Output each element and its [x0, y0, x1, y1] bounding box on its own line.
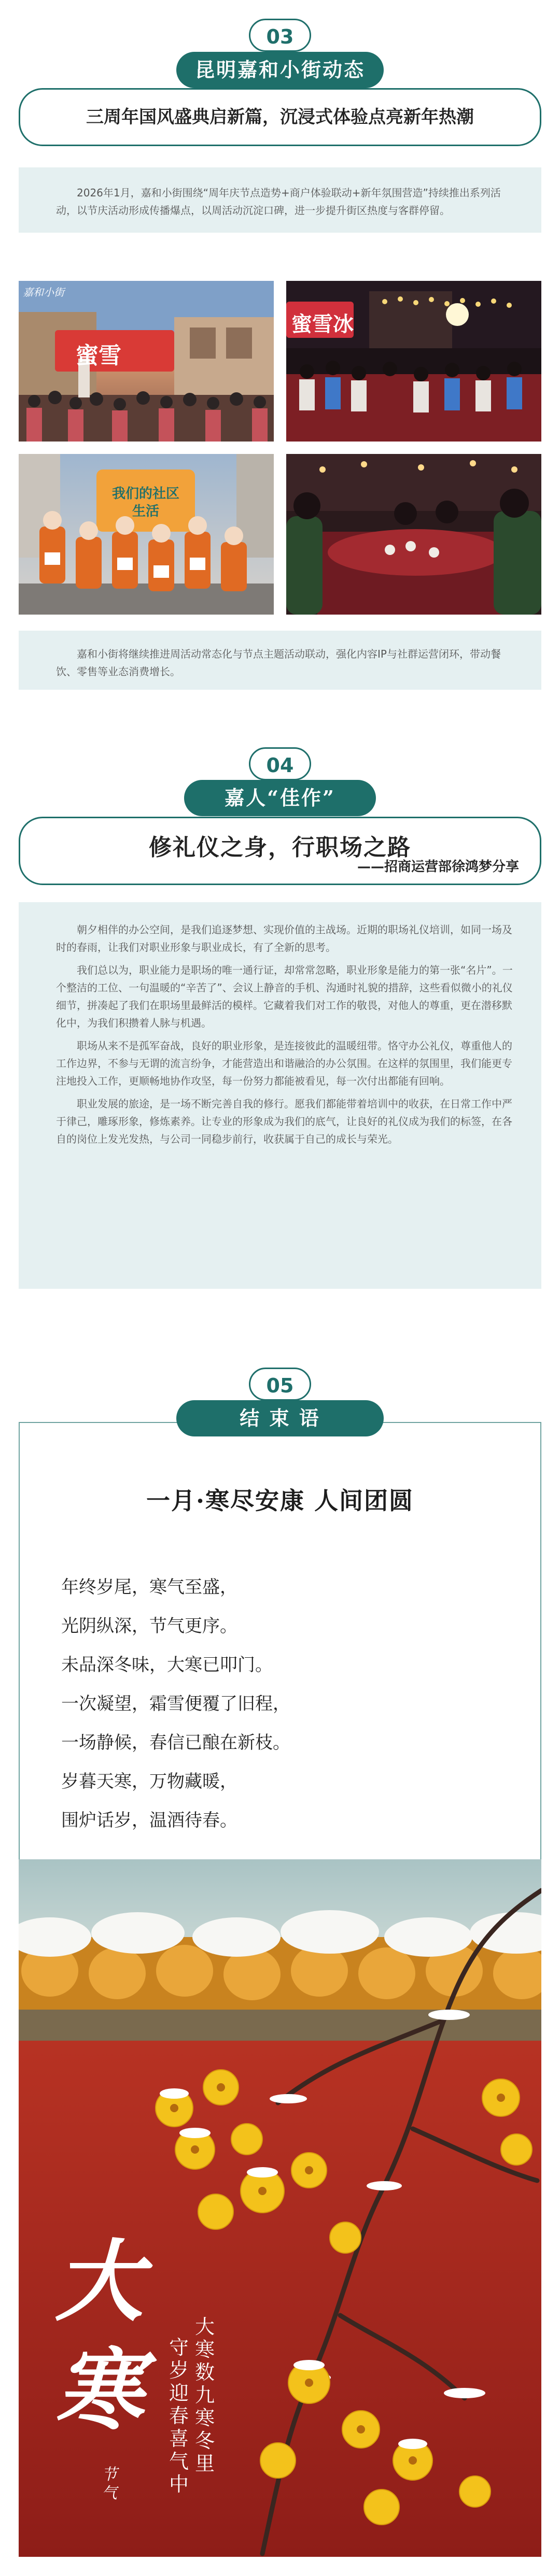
section-03-intro-text: 2026年1月，嘉和小街围绕“周年庆节点造势+商户体验联动+新年氛围营造”持续推出系列活动，以节庆活动形成传播爆点，以周活动沉淀口碑，进一步提升街区热度与客群停留。	[56, 187, 501, 217]
section-03-headline: 三周年国风盛典启新篇，沉浸式体验点亮新年热潮	[19, 88, 541, 146]
photo2-store-sign: 蜜雪冰	[291, 312, 354, 336]
photo-night-event-art	[286, 281, 541, 442]
photo-kids-banner-art	[19, 454, 274, 615]
poster-column-2: 守岁迎春喜气中	[169, 2336, 189, 2496]
poem-line-1: 年终岁尾，寒气至盛，	[61, 1577, 237, 1598]
poem-line-6: 岁暮天寒，万物藏暖，	[61, 1771, 237, 1792]
poem-line-5: 一场静候，春信已酿在新枝。	[61, 1732, 290, 1753]
section-05-label: 结 束 语	[176, 1400, 384, 1436]
poster-seal-text: 节气	[102, 2466, 117, 2502]
photo-kids-banner	[19, 454, 274, 615]
photo-night-event	[286, 281, 541, 442]
section-04-label: 嘉人“佳作”	[184, 780, 376, 816]
section-03-outro-card	[19, 631, 541, 690]
article-paragraph-4: 职业发展的旅途，是一场不断完善自我的修行。愿我们都能带着培训中的收获，在日常工作中严于律己，雕琢形象，修炼素养。让专业的形象成为我们的底气，让良好的礼仪成为我们的标签，在各自的岗位上发光发热，与公司一同稳步前行，收获属于自己的成长与荣光。	[56, 1098, 512, 1145]
section-05-number: 05	[249, 1368, 311, 1401]
poem-line-3: 未品深冬味，大寒已叩门。	[61, 1655, 273, 1675]
photo3-banner-text: 我们的社区生活	[111, 486, 179, 519]
poster-calligraphy: 大寒	[55, 2230, 144, 2442]
photo-storefront-crowd-art	[19, 281, 274, 442]
section-04-headline: 修礼仪之身，行职场之路	[149, 834, 411, 861]
section-04-article-card	[19, 902, 541, 1289]
photo-store-sign: 蜜雪	[76, 343, 121, 369]
article-paragraph-2: 我们总以为，职业能力是职场的唯一通行证，却常常忽略，职业形象是能力的第一张“名片”。一个整洁的工位、一句温暖的“辛苦了”、会议上静音的手机、沟通时礼貌的措辞，这些看似微小的礼仪细节，拼凑起了我们在职场里最鲜活的模样。它藏着我们对工作的敬畏，对他人的尊重，更在潜移默化中，为我们积攒着人脉与机遇。	[56, 964, 513, 1029]
section-04-title-box	[19, 817, 541, 885]
section-04-number: 04	[249, 747, 311, 780]
poem-line-7: 围炉话岁，温酒待春。	[61, 1810, 237, 1831]
photo-sign-text: 嘉和小街	[23, 286, 64, 298]
article-paragraph-3: 职场从来不是孤军奋战，良好的职业形象，是连接彼此的温暖纽带。恪守办公礼仪，尊重他人的工作边界，不参与无谓的流言纷争，才能营造出和谐融洽的办公氛围。在这样的氛围里，我们能更专注地投入工作，更顺畅地协作攻坚，每一份努力都能被看见，每一次付出都能有回响。	[56, 1040, 512, 1087]
section-03-outro-text: 嘉和小街将继续推进周活动常态化与节点主题活动联动，强化内容IP与社群运营闭环，带动餐饮、零售等业态消费增长。	[56, 648, 501, 678]
dahan-poster	[19, 1859, 541, 2557]
section-03-label: 昆明嘉和小街动态	[176, 52, 384, 88]
photo-storefront-crowd	[19, 281, 274, 442]
section-04-byline: ——招商运营部徐鸿梦分享	[357, 859, 519, 875]
photo-tea-table-art	[286, 454, 541, 615]
photo-tea-table	[286, 454, 541, 615]
poster-column-1: 大寒数九寒冬里	[195, 2315, 215, 2475]
section-03-intro-card	[19, 167, 541, 233]
article-paragraph-1: 朝夕相伴的办公空间，是我们追逐梦想、实现价值的主战场。近期的职场礼仪培训，如同一场及时的春雨，让我们对职业形象与职业成长，有了全新的思考。	[56, 923, 512, 953]
poem-line-2: 光阴纵深，节气更序。	[61, 1616, 237, 1636]
section-05-headline: 一月·寒尽安康 人间团圆	[146, 1487, 414, 1515]
section-03-number: 03	[249, 19, 311, 52]
dahan-poster-art	[19, 1859, 541, 2557]
poem-line-4: 一次凝望，霜雪便覆了旧程，	[61, 1693, 290, 1714]
